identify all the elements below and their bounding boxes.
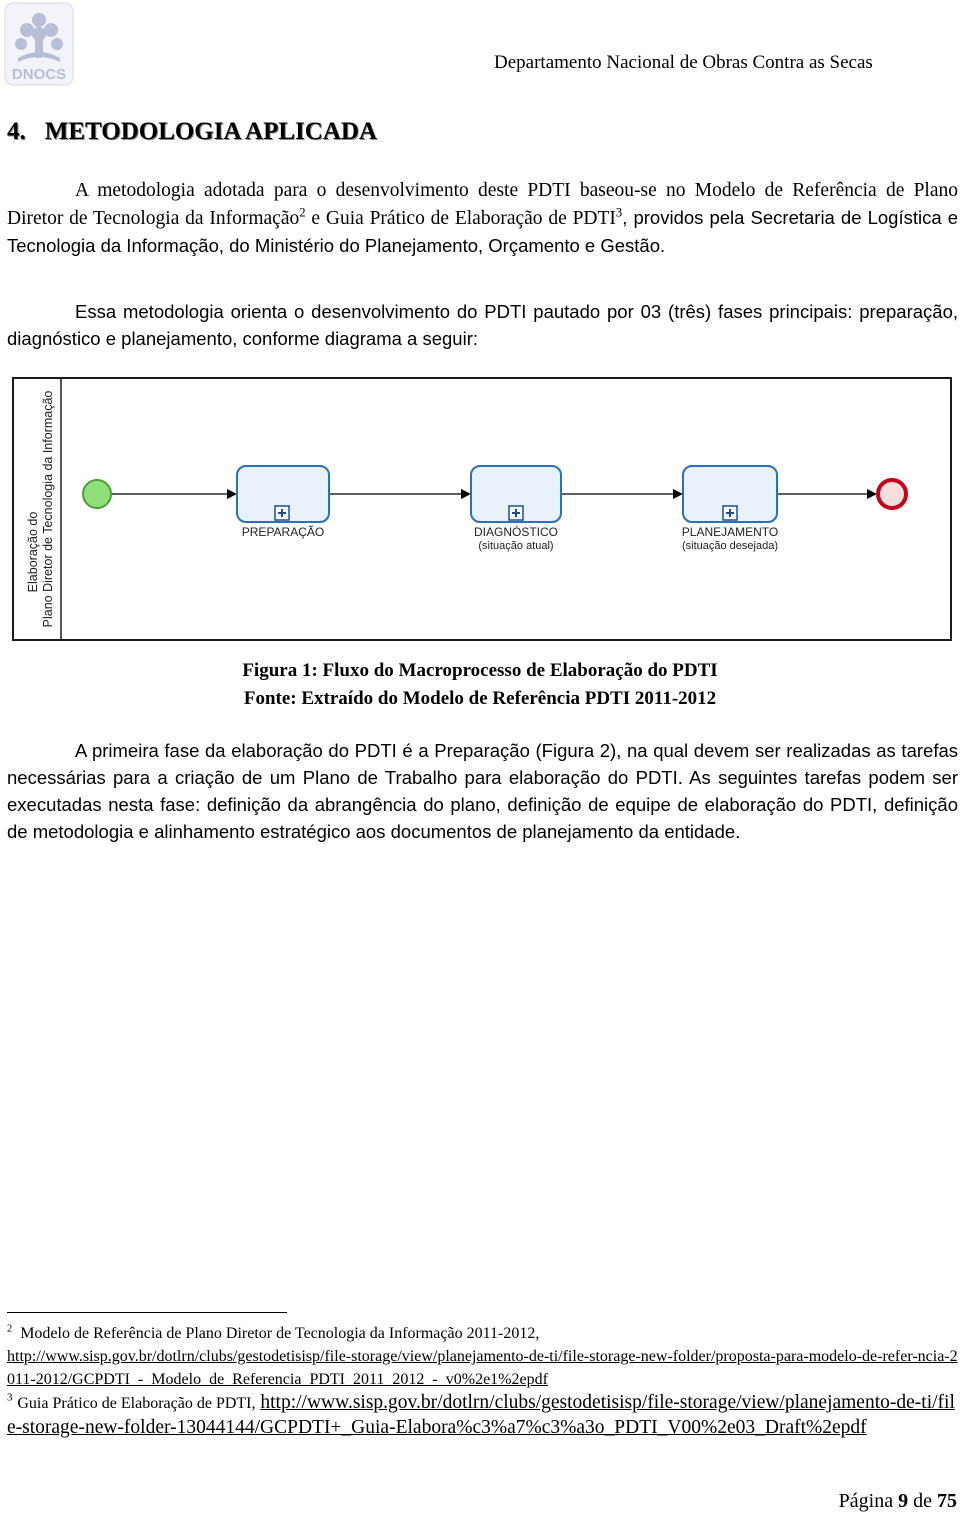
section-title (7, 118, 377, 146)
section-title-text: METODOLOGIA APLICADA (44, 118, 377, 145)
footnote-2 (7, 1322, 958, 1391)
page-number (839, 1490, 957, 1513)
footnote-3 (7, 1391, 958, 1440)
task-label-preparacao: PREPARAÇÃO (241, 525, 325, 539)
pool-label-line2: Plano Diretor de Tecnologia da Informação (41, 390, 55, 628)
figure-source: Fonte: Extraído do Modelo de Referência PDTI 2011-2012 (243, 688, 717, 709)
footnote-ref-2: 2 (299, 205, 306, 220)
paragraph-1-text-c: , providos pela Secretaria de Logística e Tecnologia da Informação, do Ministério do Planejamento, Orçamento e Gestão. (7, 207, 959, 256)
paragraph-2: Essa metodologia orienta o desenvolvimento do PDTI pautado por 03 (três) fases principais: preparação, diagnóstico e planejamento, conforme diagrama a seguir: (7, 301, 958, 349)
process-diagram (7, 352, 955, 653)
footnote-3-text: Guia Prático de Elaboração de PDTI, (17, 1395, 256, 1412)
paragraph-1-text-b: e Guia Prático de Elaboração de PDTI (305, 208, 616, 229)
footnote-3-link[interactable]: http://www.sisp.gov.br/dotlrn/clubs/gestodetisisp/file-storage/view/planejamento-de-ti/file-storage-new-folder-13044144/GCPDTI+_Guia-Elabora%c3%a7%c3%a3o_PDTI_V00%2e03_Draft%2epdf (7, 1392, 955, 1438)
paragraph-1 (7, 177, 958, 260)
footnote-ref-3: 3 (615, 205, 623, 220)
start-event (83, 480, 111, 508)
end-event (878, 480, 906, 508)
page-current: 9 (898, 1490, 909, 1512)
footnote-separator (7, 1312, 287, 1313)
task-label-diagnostico: DIAGNÓSTICO (473, 525, 559, 539)
paragraph-1-text-a: A metodologia adotada para o desenvolvimento deste PDTI baseou-se no Modelo de Referência de Plano Diretor de Tecnologia da Informação (7, 180, 958, 229)
figure-caption (0, 657, 960, 713)
task-planejamento (683, 466, 777, 522)
task-label-planejamento: PLANEJAMENTO (681, 525, 779, 539)
page-prefix: Página (838, 1490, 894, 1512)
page-total: 75 (937, 1490, 957, 1512)
logo-text: DNOCS (11, 66, 67, 83)
page-separator: de (913, 1490, 932, 1512)
footnote-2-number: 2 (7, 1323, 13, 1335)
header-organization: Departamento Nacional de Obras Contra as Secas (494, 52, 873, 73)
task-preparacao (237, 466, 329, 522)
pool-label-line1: Elaboração do (26, 511, 40, 593)
task-sublabel-planejamento: (situação desejada) (681, 540, 779, 552)
dnocs-logo (4, 2, 74, 86)
task-sublabel-diagnostico: (situação atual) (478, 540, 554, 552)
task-diagnostico (471, 466, 561, 522)
footnote-2-text: Modelo de Referência de Plano Diretor de Tecnologia da Informação 2011-2012, (20, 1325, 540, 1342)
footnote-2-link[interactable]: http://www.sisp.gov.br/dotlrn/clubs/gestodetisisp/file-storage/view/planejamento-de-ti/file-storage-new-folder/proposta-para-modelo-de-refer-ncia-2011-2012/GCPDTI_-_Modelo_de_Referencia_PDTI_2011_2012_-_v0%2e1%2epdf (7, 1348, 958, 1388)
footnote-3-number: 3 (7, 1391, 13, 1404)
section-number: 4. (7, 118, 26, 145)
paragraph-3: A primeira fase da elaboração do PDTI é a Preparação (Figura 2), na qual devem ser realizadas as tarefas necessárias para a criação de um Plano de Trabalho para elaboração do PDTI. As seguintes tarefas podem ser executadas nesta fase: definição da abrangência do plano, definição de equipe de elaboração do PDTI, definição de metodologia e alinhamento estratégico aos documentos de planejamento da entidade. (7, 740, 958, 842)
figure-title: Figura 1: Fluxo do Macroprocesso de Elaboração do PDTI (242, 660, 718, 681)
